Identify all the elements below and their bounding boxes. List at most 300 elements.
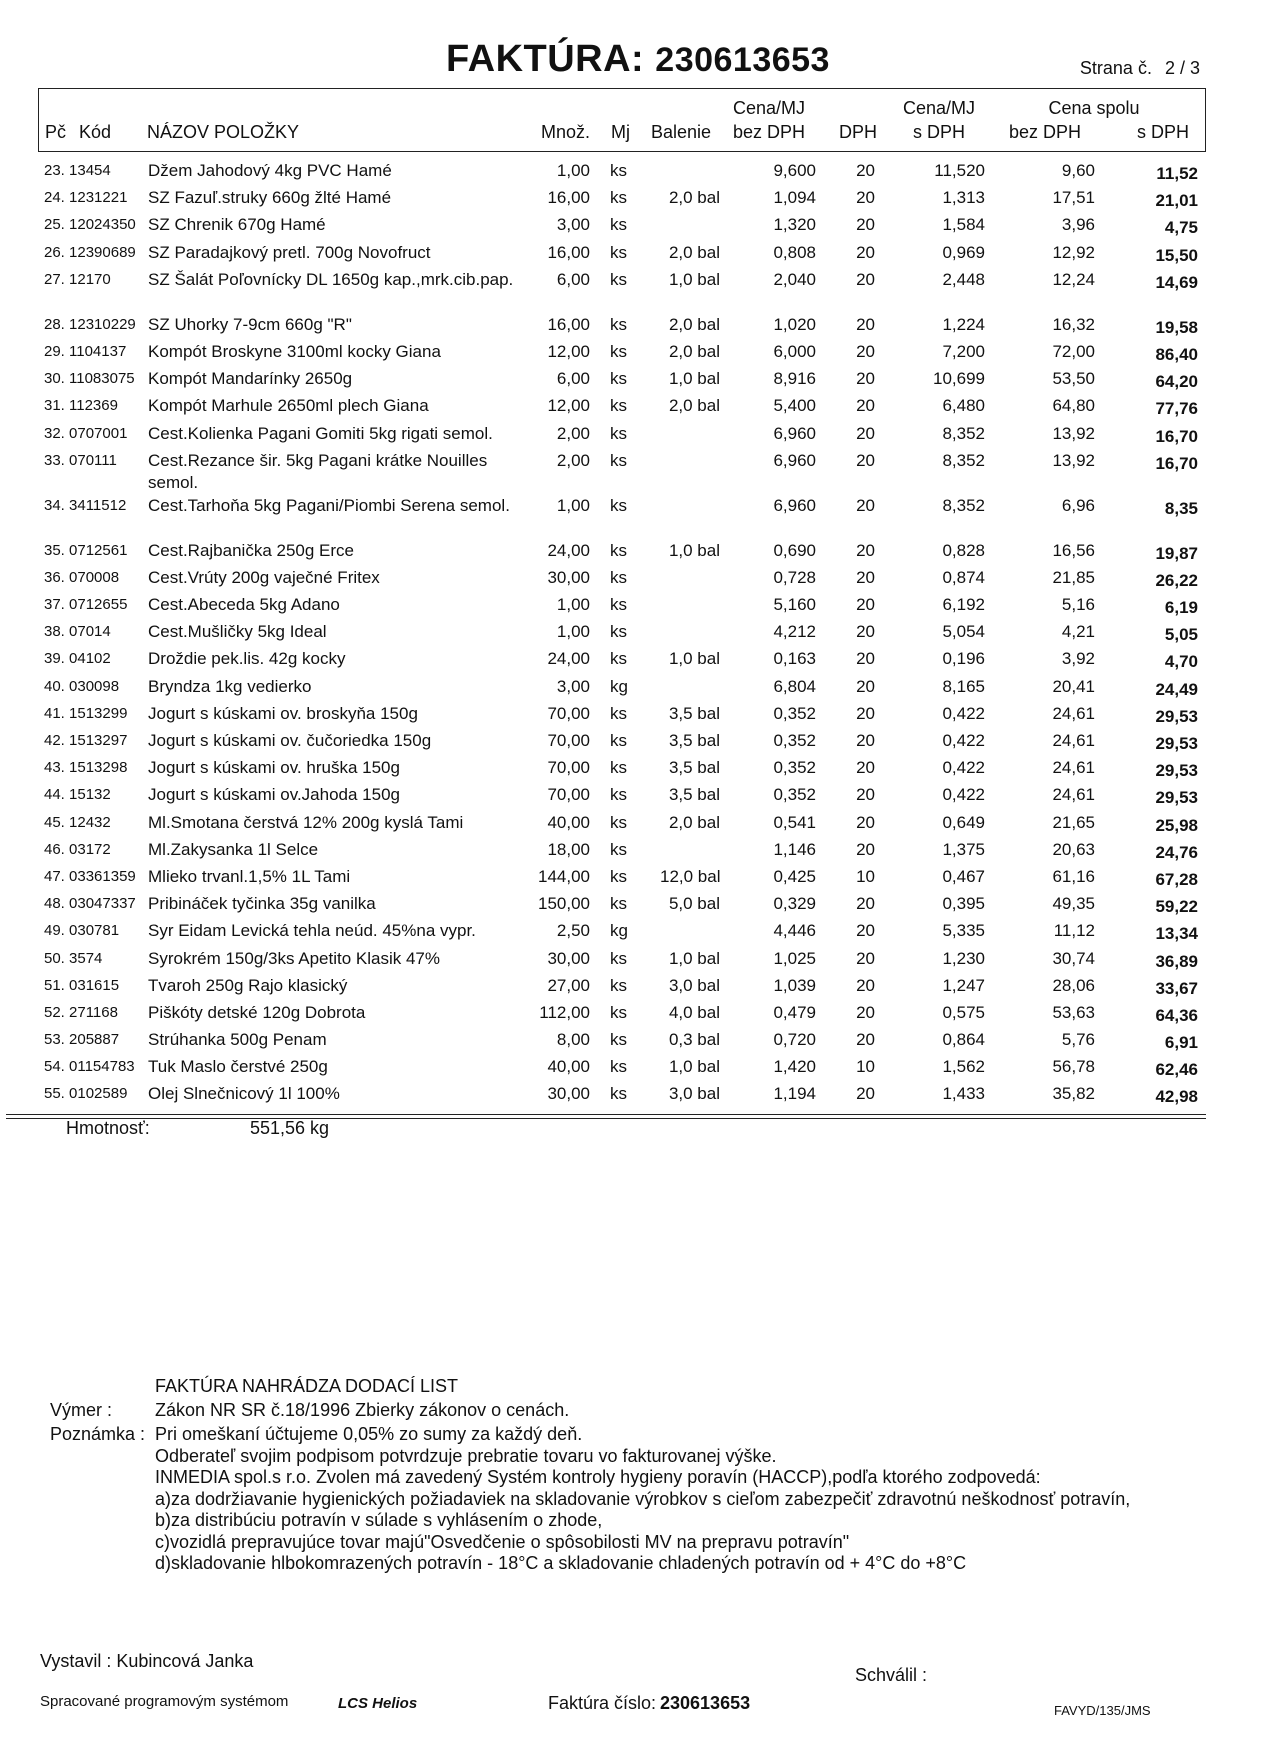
col-mj: Mj — [611, 122, 630, 142]
item-total-gross: 13,34 — [1155, 924, 1198, 944]
item-total-net: 16,32 — [1052, 314, 1095, 334]
table-row — [0, 1083, 1276, 1110]
item-vat: 20 — [856, 948, 875, 968]
table-row — [0, 187, 1276, 214]
item-price-net: 8,916 — [773, 369, 816, 389]
item-price-net: 9,600 — [773, 161, 816, 180]
item-total-gross: 6,91 — [1164, 1033, 1198, 1053]
page-label: Strana č. — [1079, 58, 1152, 78]
item-quantity: 16,00 — [547, 314, 590, 334]
item-code: 28. 12310229 — [44, 315, 136, 333]
item-total-gross: 11,52 — [1156, 164, 1198, 183]
item-price-net: 1,025 — [773, 948, 816, 968]
item-vat: 20 — [856, 1030, 875, 1050]
item-price-gross: 0,828 — [942, 540, 985, 560]
item-price-net: 0,479 — [773, 1002, 816, 1022]
item-package: 2,0 bal — [668, 242, 720, 262]
item-total-net: 5,76 — [1061, 1030, 1095, 1050]
item-vat: 20 — [856, 161, 875, 180]
table-row — [0, 920, 1276, 947]
item-code: 52. 271168 — [44, 1003, 118, 1021]
item-quantity: 24,00 — [547, 649, 590, 669]
invoice-title-label: FAKTÚRA: — [446, 38, 645, 80]
item-price-gross: 10,699 — [933, 369, 985, 389]
item-package: 1,0 bal — [668, 269, 720, 289]
item-unit: ks — [610, 161, 627, 180]
item-price-net: 1,094 — [773, 188, 816, 208]
item-price-gross: 0,874 — [942, 567, 985, 587]
item-code: 26. 12390689 — [44, 243, 136, 261]
vymer-label: Výmer : — [50, 1400, 113, 1420]
item-code: 33. 070111 — [44, 451, 117, 469]
item-price-gross: 8,352 — [942, 495, 985, 515]
item-total-gross: 29,53 — [1155, 788, 1198, 808]
item-quantity: 1,00 — [556, 622, 590, 642]
item-name: Jogurt s kúskami ov. čučoriedka 150g — [148, 731, 432, 750]
item-price-gross: 8,165 — [942, 676, 985, 696]
item-price-gross: 1,230 — [942, 948, 985, 968]
item-name: Bryndza 1kg vedierko — [148, 676, 312, 696]
table-row — [0, 540, 1276, 567]
item-code: 48. 03047337 — [44, 895, 136, 913]
item-quantity: 2,50 — [556, 921, 590, 941]
item-unit: ks — [610, 595, 627, 615]
item-total-net: 56,78 — [1052, 1057, 1095, 1077]
item-code: 50. 3574 — [44, 949, 103, 967]
item-total-net: 3,92 — [1061, 649, 1095, 669]
item-name: Olej Slnečnicový 1l 100% — [148, 1084, 340, 1104]
item-price-net: 0,352 — [773, 758, 816, 778]
item-name: Kompót Marhule 2650ml plech Giana — [148, 396, 429, 416]
item-quantity: 150,00 — [538, 894, 590, 914]
item-total-gross: 29,53 — [1155, 734, 1198, 753]
item-total-gross: 16,70 — [1155, 426, 1198, 446]
item-vat: 20 — [856, 1084, 875, 1104]
item-price-gross: 6,192 — [942, 595, 985, 615]
item-vat: 20 — [856, 649, 875, 669]
item-package: 1,0 bal — [668, 540, 720, 560]
item-vat: 20 — [856, 341, 875, 361]
item-unit: ks — [610, 649, 627, 669]
item-vat: 20 — [856, 622, 875, 642]
item-name: Kompót Broskyne 3100ml kocky Giana — [148, 341, 441, 361]
item-code: 55. 0102589 — [44, 1085, 128, 1103]
col-cena-mj-s: s DPH — [912, 122, 965, 142]
item-package: 3,5 bal — [668, 731, 720, 750]
item-quantity: 30,00 — [547, 567, 590, 587]
item-package: 0,3 bal — [668, 1030, 720, 1050]
item-quantity: 3,00 — [556, 676, 590, 696]
table-row — [0, 567, 1276, 594]
table-row — [0, 214, 1276, 241]
item-price-net: 1,039 — [773, 975, 816, 995]
item-price-gross: 0,395 — [942, 894, 985, 914]
item-price-net: 0,352 — [773, 731, 816, 750]
item-name: Mlieko trvanl.1,5% 1L Tami — [148, 866, 351, 886]
item-total-gross: 64,36 — [1155, 1005, 1198, 1025]
item-vat: 10 — [856, 866, 875, 886]
item-vat: 20 — [856, 396, 875, 416]
item-total-gross: 26,22 — [1155, 570, 1198, 590]
item-price-gross: 8,352 — [942, 423, 985, 443]
table-row — [0, 495, 1276, 540]
table-row — [0, 676, 1276, 703]
item-unit: ks — [610, 369, 627, 389]
item-unit: ks — [610, 731, 627, 750]
item-quantity: 2,00 — [556, 450, 590, 470]
note-line: d)skladovanie hlbokomrazených potravín - 18°C a skladovanie chladených potravín od + 4°C do +8°C — [155, 1553, 967, 1573]
note-line: c)vozidlá prepravujúce tovar majú"Osvedčenie o spôsobilosti MV na prepravu potravín" — [155, 1531, 850, 1552]
item-price-net: 1,320 — [773, 215, 816, 235]
item-total-net: 13,92 — [1052, 423, 1095, 443]
item-package: 3,5 bal — [668, 703, 720, 723]
item-code: 46. 03172 — [44, 840, 111, 858]
col-cena-spolu: Cena spolu — [1048, 98, 1140, 118]
item-total-gross: 59,22 — [1155, 897, 1198, 917]
item-total-net: 12,24 — [1052, 269, 1095, 289]
item-vat: 20 — [856, 921, 875, 941]
item-unit: ks — [610, 314, 627, 334]
item-price-gross: 0,422 — [942, 731, 985, 750]
item-total-net: 12,92 — [1052, 242, 1095, 262]
col-kod: Kód — [79, 122, 112, 142]
item-price-gross: 0,649 — [942, 812, 985, 832]
item-name: SZ Šalát Poľovnícky DL 1650g kap.,mrk.cib.pap. — [148, 269, 514, 289]
item-package: 1,0 bal — [668, 369, 720, 389]
item-price-net: 0,163 — [773, 649, 816, 669]
item-price-net: 6,000 — [773, 341, 816, 361]
item-code: 47. 03361359 — [44, 867, 136, 885]
item-quantity: 6,00 — [556, 369, 590, 389]
note-line: b)za distribúciu potravín v súlade s vyhlásením o zhode, — [155, 1510, 603, 1530]
table-row — [0, 812, 1276, 839]
item-name: Ml.Zakysanka 1l Selce — [148, 839, 319, 859]
table-row — [0, 1002, 1276, 1029]
item-name: Kompót Mandarínky 2650g — [148, 369, 353, 389]
item-name: Cest.Tarhoňa 5kg Pagani/Piombi Serena semol. — [148, 495, 510, 515]
item-vat: 20 — [856, 314, 875, 334]
item-quantity: 40,00 — [547, 1057, 590, 1077]
item-unit: ks — [610, 567, 627, 587]
item-total-gross: 25,98 — [1155, 815, 1198, 835]
item-unit: ks — [610, 341, 627, 361]
item-code: 31. 112369 — [44, 397, 118, 415]
item-total-net: 11,12 — [1053, 921, 1095, 941]
table-bottom-divider-2 — [6, 1118, 1206, 1119]
item-vat: 20 — [856, 758, 875, 778]
item-vat: 20 — [856, 975, 875, 995]
item-vat: 20 — [856, 567, 875, 587]
item-total-net: 5,16 — [1061, 595, 1095, 615]
item-vat: 20 — [856, 839, 875, 859]
item-total-net: 17,51 — [1052, 188, 1095, 208]
item-name: SZ Uhorky 7-9cm 660g "R" — [148, 314, 352, 334]
item-vat: 20 — [856, 676, 875, 696]
item-price-gross: 7,200 — [942, 341, 985, 361]
replace-title: FAKTÚRA NAHRÁDZA DODACÍ LIST — [155, 1376, 459, 1396]
item-name: Ml.Smotana čerstvá 12% 200g kyslá Tami — [148, 812, 464, 832]
item-unit: ks — [610, 622, 627, 642]
col-spolu-bez: bez DPH — [1009, 122, 1082, 142]
item-total-gross: 67,28 — [1155, 869, 1198, 889]
item-price-net: 6,960 — [773, 495, 816, 515]
item-name: Droždie pek.lis. 42g kocky — [148, 649, 346, 669]
item-package: 4,0 bal — [668, 1002, 720, 1022]
item-price-net: 1,146 — [773, 839, 816, 859]
item-name: Džem Jahodový 4kg PVC Hamé — [148, 161, 392, 180]
item-unit: ks — [610, 703, 627, 723]
item-total-gross: 4,70 — [1164, 652, 1198, 672]
table-row — [0, 839, 1276, 866]
item-code: 35. 0712561 — [44, 541, 128, 559]
item-price-net: 6,960 — [773, 450, 816, 470]
item-unit: ks — [610, 242, 627, 262]
item-total-net: 24,61 — [1052, 703, 1095, 723]
item-price-net: 0,352 — [773, 785, 816, 805]
item-unit: kg — [610, 676, 628, 696]
table-row — [0, 1056, 1276, 1083]
item-code: 30. 11083075 — [44, 370, 135, 388]
item-price-gross: 6,480 — [942, 396, 985, 416]
faktura-cislo-label: Faktúra číslo: — [548, 1693, 657, 1713]
item-quantity: 1,00 — [556, 161, 590, 180]
item-vat: 20 — [856, 242, 875, 262]
item-price-net: 6,804 — [773, 676, 816, 696]
item-total-net: 53,50 — [1052, 369, 1095, 389]
item-code: 43. 1513298 — [44, 759, 128, 777]
item-quantity: 144,00 — [538, 866, 590, 886]
col-pc: Pč — [45, 122, 67, 142]
item-name: Cest.Rezance šir. 5kg Pagani krátke Nouilles semol. — [148, 450, 488, 492]
item-total-gross: 16,70 — [1155, 453, 1198, 473]
item-name: Tuk Maslo čerstvé 250g — [148, 1057, 328, 1077]
item-price-net: 2,040 — [773, 269, 816, 289]
item-total-net: 49,35 — [1052, 894, 1095, 914]
item-quantity: 16,00 — [547, 242, 590, 262]
item-total-gross: 15,50 — [1155, 245, 1198, 265]
item-unit: ks — [610, 269, 627, 289]
item-price-net: 0,720 — [773, 1030, 816, 1050]
item-code: 27. 12170 — [44, 270, 111, 288]
item-price-net: 5,400 — [773, 396, 816, 416]
table-header — [38, 88, 1206, 152]
item-unit: ks — [610, 1030, 627, 1050]
item-quantity: 3,00 — [556, 215, 590, 235]
item-package: 3,0 bal — [668, 975, 720, 995]
item-code: 34. 3411512 — [44, 496, 127, 514]
item-code: 24. 1231221 — [44, 189, 128, 207]
item-price-net: 1,194 — [773, 1084, 816, 1104]
weight-value: 551,56 kg — [250, 1118, 330, 1138]
item-total-gross: 4,75 — [1164, 218, 1198, 238]
item-price-gross: 0,422 — [942, 785, 985, 805]
item-quantity: 12,00 — [547, 396, 590, 416]
item-total-net: 4,21 — [1061, 622, 1095, 642]
item-name: SZ Paradajkový pretl. 700g Novofruct — [148, 242, 431, 262]
table-row — [0, 242, 1276, 269]
item-name: Cest.Mušličky 5kg Ideal — [148, 622, 327, 642]
item-vat: 20 — [856, 731, 875, 750]
item-total-gross: 29,53 — [1155, 761, 1198, 781]
item-unit: ks — [610, 758, 627, 778]
item-code: 38. 07014 — [44, 623, 111, 641]
item-name: Tvaroh 250g Rajo klasický — [148, 975, 348, 995]
item-unit: ks — [610, 495, 627, 515]
item-quantity: 70,00 — [547, 758, 590, 778]
item-vat: 20 — [856, 188, 875, 208]
item-price-gross: 0,575 — [942, 1002, 985, 1022]
faktura-cislo: 230613653 — [660, 1693, 751, 1713]
item-total-net: 21,85 — [1052, 567, 1095, 587]
item-code: 37. 0712655 — [44, 596, 128, 614]
item-total-gross: 24,76 — [1155, 842, 1198, 862]
item-vat: 20 — [856, 369, 875, 389]
vymer-text: Zákon NR SR č.18/1996 Zbierky zákonov o cenách. — [155, 1400, 570, 1420]
note-line: a)za dodržiavanie hygienických požiadaviek na skladovanie výrobkov s cieľom zabezpečiť zdravotnú neškodnosť potravín, — [155, 1488, 1131, 1509]
table-row — [0, 269, 1276, 314]
form-code: FAVYD/135/JMS — [1054, 1703, 1151, 1718]
col-nazov: NÁZOV POLOŽKY — [147, 122, 300, 142]
item-total-net: 24,61 — [1052, 785, 1095, 805]
col-spolu-s: s DPH — [1137, 122, 1190, 142]
item-unit: kg — [610, 921, 628, 941]
item-package: 2,0 bal — [668, 314, 720, 334]
item-package: 3,5 bal — [668, 785, 720, 805]
item-code: 36. 070008 — [44, 568, 120, 586]
item-total-gross: 8,35 — [1164, 498, 1198, 518]
item-unit: ks — [610, 450, 627, 470]
item-package: 2,0 bal — [668, 188, 720, 208]
item-total-net: 30,74 — [1052, 948, 1095, 968]
item-quantity: 18,00 — [547, 839, 590, 859]
item-total-net: 24,61 — [1052, 758, 1095, 778]
item-total-net: 35,82 — [1052, 1084, 1095, 1104]
col-cena-mj-bez: bez DPH — [732, 122, 806, 142]
item-unit: ks — [610, 948, 627, 968]
item-unit: ks — [610, 423, 627, 443]
item-price-net: 0,352 — [773, 703, 816, 723]
item-price-gross: 0,422 — [942, 758, 985, 778]
table-row — [0, 648, 1276, 675]
table-row — [0, 314, 1276, 341]
item-price-gross: 8,352 — [942, 450, 985, 470]
weight-label: Hmotnosť: — [66, 1118, 150, 1138]
item-vat: 20 — [856, 1002, 875, 1022]
item-unit: ks — [610, 1057, 627, 1077]
spracovane-label: Spracované programovým systémom — [40, 1693, 289, 1710]
item-vat: 20 — [856, 215, 875, 235]
item-price-gross: 1,224 — [942, 314, 985, 334]
item-price-net: 5,160 — [773, 595, 816, 615]
item-package: 1,0 bal — [668, 1057, 720, 1077]
item-quantity: 112,00 — [539, 1002, 590, 1022]
item-vat: 20 — [856, 812, 875, 832]
item-total-gross: 42,98 — [1155, 1087, 1198, 1107]
item-quantity: 12,00 — [547, 341, 590, 361]
item-total-net: 64,80 — [1052, 396, 1095, 416]
item-code: 29. 1104137 — [44, 342, 127, 360]
item-total-gross: 21,01 — [1155, 191, 1198, 211]
item-total-gross: 86,40 — [1155, 344, 1198, 364]
item-name: Cest.Rajbanička 250g Erce — [148, 540, 355, 560]
item-unit: ks — [610, 1084, 627, 1104]
item-total-net: 61,16 — [1052, 866, 1095, 886]
table-bottom-divider — [6, 1114, 1206, 1115]
item-quantity: 8,00 — [556, 1030, 590, 1050]
item-quantity: 2,00 — [556, 423, 590, 443]
item-price-gross: 1,433 — [942, 1084, 985, 1104]
item-code: 39. 04102 — [44, 650, 111, 668]
item-code: 49. 030781 — [44, 922, 120, 940]
item-vat: 20 — [856, 703, 875, 723]
item-unit: ks — [610, 839, 627, 859]
item-name: SZ Fazuľ.struky 660g žlté Hamé — [148, 188, 392, 208]
item-quantity: 27,00 — [547, 975, 590, 995]
system-name: LCS Helios — [338, 1695, 418, 1712]
item-vat: 10 — [856, 1057, 875, 1077]
item-price-gross: 5,335 — [942, 921, 985, 941]
table-row — [0, 1029, 1276, 1056]
item-price-net: 0,425 — [773, 866, 816, 886]
item-unit: ks — [610, 396, 627, 416]
item-code: 42. 1513297 — [44, 732, 128, 749]
note-line: INMEDIA spol.s r.o. Zvolen má zavedený Systém kontroly hygieny poravín (HACCP),podľa ktorého zodpovedá: — [155, 1467, 1041, 1487]
item-total-gross: 64,20 — [1155, 372, 1198, 392]
vystavil: Vystavil : Kubincová Janka — [40, 1651, 254, 1671]
table-row — [0, 757, 1276, 784]
item-package: 1,0 bal — [668, 649, 720, 669]
table-row — [0, 866, 1276, 893]
table-row — [0, 395, 1276, 422]
item-quantity: 24,00 — [547, 540, 590, 560]
item-code: 51. 031615 — [44, 976, 120, 994]
item-price-net: 1,420 — [773, 1057, 816, 1077]
page-value: 2 / 3 — [1164, 58, 1200, 78]
item-price-gross: 0,969 — [942, 242, 985, 262]
item-price-gross: 1,584 — [942, 215, 985, 235]
item-price-net: 4,212 — [773, 622, 816, 642]
item-unit: ks — [610, 894, 627, 914]
item-code: 40. 030098 — [44, 677, 120, 695]
col-balenie: Balenie — [651, 122, 712, 142]
item-price-gross: 1,375 — [942, 839, 985, 859]
item-vat: 20 — [856, 269, 875, 289]
item-unit: ks — [610, 866, 627, 886]
item-total-gross: 77,76 — [1155, 399, 1198, 419]
item-price-gross: 11,520 — [934, 161, 985, 180]
item-total-net: 24,61 — [1052, 731, 1095, 750]
item-total-gross: 29,53 — [1155, 706, 1198, 726]
item-name: Syrokrém 150g/3ks Apetito Klasik 47% — [148, 948, 440, 968]
item-code: 32. 0707001 — [44, 424, 128, 442]
item-price-net: 0,808 — [773, 242, 816, 262]
table-row — [0, 893, 1276, 920]
table-row — [0, 160, 1276, 187]
item-total-net: 20,41 — [1052, 676, 1095, 696]
item-name: Strúhanka 500g Penam — [148, 1030, 327, 1050]
item-price-gross: 1,247 — [942, 975, 985, 995]
invoice-items — [0, 160, 1276, 1111]
item-unit: ks — [610, 812, 627, 832]
item-total-net: 53,63 — [1052, 1002, 1095, 1022]
item-code: 25. 12024350 — [44, 216, 136, 234]
item-vat: 20 — [856, 423, 875, 443]
item-price-gross: 5,054 — [942, 622, 985, 642]
item-price-gross: 1,562 — [942, 1057, 985, 1077]
item-package: 2,0 bal — [668, 812, 720, 832]
item-quantity: 70,00 — [547, 731, 590, 750]
schvalil: Schválil : — [855, 1665, 928, 1685]
